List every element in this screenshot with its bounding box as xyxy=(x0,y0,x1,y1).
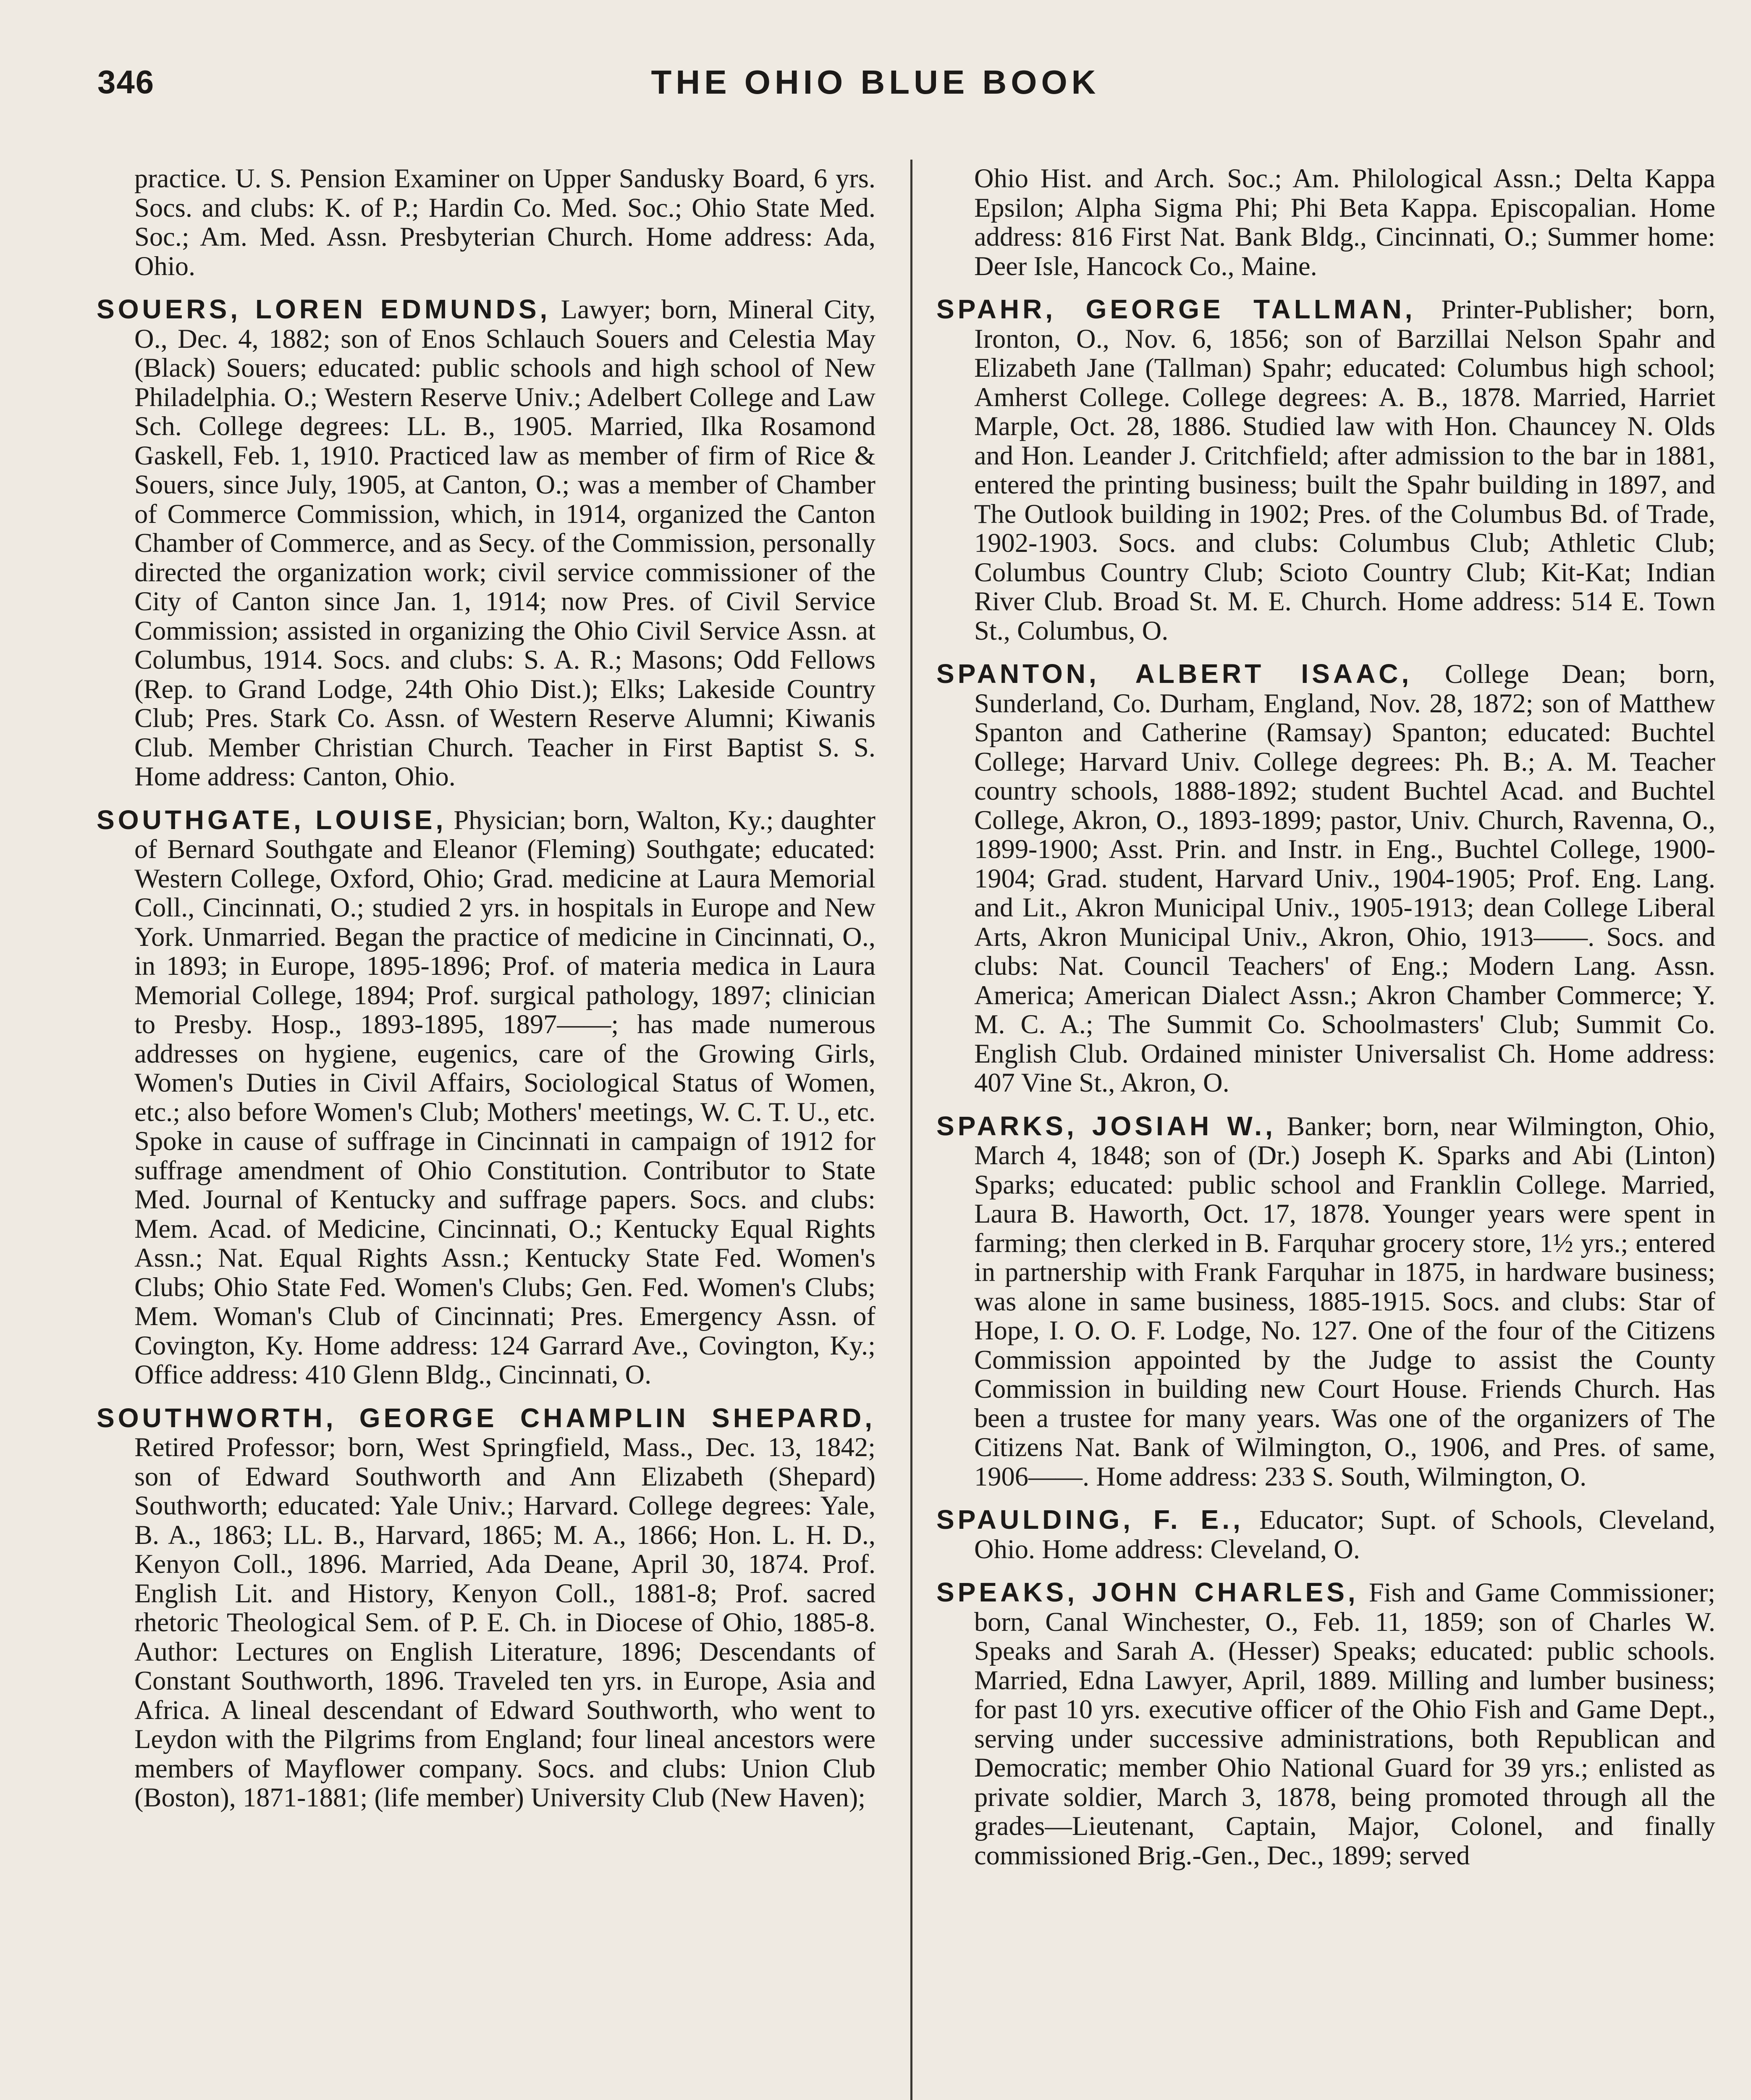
page-number: 346 xyxy=(97,63,155,100)
entry-body: Retired Professor; born, West Springfield, Mass., Dec. 13, 1842; son of Edward Southworth and Ann Elizabeth (Shepard) Southworth; educated: Yale Univ.; Harvard. College degrees: Yale, B. A., 1863; LL. B., Harvard, 1865; M. A., 1866; Hon. L. H. D., Kenyon Coll., 1896. Married, Ada Deane, April 30, 1874. Prof. English Lit. and History, Kenyon Coll., 1881-8; Prof. sacred rhetoric Theological Sem. of P. E. Ch. in Diocese of Ohio, 1885-8. Author: Lectures on English Literature, 1896; Descendants of Constant Southworth, 1896. Traveled ten yrs. in Europe, Asia and Africa. A lineal descendant of Edward Southworth, who went to Leydon with the Pilgrims from England; four lineal ancestors were members of Mayflower company. Socs. and clubs: Union Club (Boston), 1871-1881; (life member) University Club (New Haven); xyxy=(134,1432,876,1812)
entry xyxy=(97,1404,876,1812)
entry xyxy=(936,659,1715,1097)
entry xyxy=(97,806,876,1389)
entry-name: SPANTON, ALBERT ISAAC, xyxy=(936,659,1413,689)
entry-body: Fish and Game Commissioner; born, Canal Winchester, O., Feb. 11, 1859; son of Charles W. Speaks and Sarah A. (Hesser) Speaks; educated: public schools. Married, Edna Lawyer, April, 1889. Milling and lumber business; for past 10 yrs. executive officer of the Ohio Fish and Game Dept., serving under successive administrations, both Republican and Democratic; member Ohio National Guard for 39 yrs.; enlisted as private soldier, March 3, 1878, being promoted through all the grades—Lieutenant, Captain, Major, Colonel, and finally commissioned Brig.-Gen., Dec., 1899; served xyxy=(974,1578,1715,1870)
column-divider xyxy=(910,160,912,2100)
entry-body: Lawyer; born, Mineral City, O., Dec. 4, 1882; son of Enos Schlauch Souers and Celestia May (Black) Souers; educated: public schools and high school of New Philadelphia. O.; Western Reserve Univ.; Adelbert College and Law Sch. College degrees: LL. B., 1905. Married, Ilka Rosamond Gaskell, Feb. 1, 1910. Practiced law as member of firm of Rice & Souers, since July, 1905, at Canton, O.; was a member of Chamber of Commerce Commission, which, in 1914, organized the Canton Chamber of Commerce, and as Secy. of the Commission, personally directed the organization work; civil service commissioner of the City of Canton since Jan. 1, 1914; now Pres. of Civil Service Commission; assisted in organizing the Ohio Civil Service Assn. at Columbus, 1914. Socs. and clubs: S. A. R.; Masons; Odd Fellows (Rep. to Grand Lodge, 24th Ohio Dist.); Elks; Lakeside Country Club; Pres. Stark Co. Assn. of Western Reserve Alumni; Kiwanis Club. Member Christian Church. Teacher in First Baptist S. S. Home address: Canton, Ohio. xyxy=(134,294,876,791)
entry-name: SOUTHWORTH, GEORGE CHAMPLIN SHEPARD, xyxy=(97,1402,876,1433)
entry-body: College Dean; born, Sunderland, Co. Durham, England, Nov. 28, 1872; son of Matthew Spanton and Catherine (Ramsay) Spanton; educated: Buchtel College; Harvard Univ. College degrees: Ph. B.; A. M. Teacher country schools, 1888-1892; student Buchtel Acad. and Buchtel College, Akron, O., 1893-1899; pastor, Univ. Church, Ravenna, O., 1899-1900; Asst. Prin. and Instr. in Eng., Buchtel College, 1900-1904; Grad. student, Harvard Univ., 1904-1905; Prof. Eng. Lang. and Lit., Akron Municipal Univ., 1905-1913; dean College Liberal Arts, Akron Municipal Univ., Akron, Ohio, 1913——. Socs. and clubs: Nat. Council Teachers' of Eng.; Modern Lang. Assn. America; American Dialect Assn.; Akron Chamber Commerce; Y. M. C. A.; The Summit Co. Schoolmasters' Club; Summit Co. English Club. Ordained minister Universalist Ch. Home address: 407 Vine St., Akron, O. xyxy=(974,659,1716,1097)
entry-name: SPAULDING, F. E., xyxy=(936,1504,1244,1535)
entry xyxy=(936,295,1715,645)
entry xyxy=(936,164,1715,281)
entry-body: Printer-Publisher; born, Ironton, O., Nov. 6, 1856; son of Barzillai Nelson Spahr and Elizabeth Jane (Tallman) Spahr; educated: Columbus high school; Amherst College. College degrees: A. B., 1878. Married, Harriet Marple, Oct. 28, 1886. Studied law with Hon. Chauncey N. Olds and Hon. Leander J. Critchfield; after admission to the bar in 1881, entered the printing business; built the Spahr building in 1897, and The Outlook building in 1902; Pres. of the Columbus Bd. of Trade, 1902-1903. Socs. and clubs: Columbus Club; Athletic Club; Columbus Country Club; Scioto Country Club; Kit-Kat; Indian River Club. Broad St. M. E. Church. Home address: 514 E. Town St., Columbus, O. xyxy=(974,294,1716,646)
entry-body: practice. U. S. Pension Examiner on Upper Sandusky Board, 6 yrs. Socs. and clubs: K. of P.; Hardin Co. Med. Soc.; Ohio State Med. Soc.; Am. Med. Assn. Presbyterian Church. Home address: Ada, Ohio. xyxy=(134,163,876,281)
entry xyxy=(97,164,876,281)
entry xyxy=(97,295,876,791)
entry-body: Banker; born, near Wilmington, Ohio, March 4, 1848; son of (Dr.) Joseph K. Sparks and Abi (Linton) Sparks; educated: public school and Franklin College. Married, Laura B. Haworth, Oct. 17, 1878. Younger years were spent in farming; then clerked in B. Farquhar grocery store, 1½ yrs.; entered in partnership with Frank Farquhar in 1875, in hardware business; was alone in same business, 1885-1915. Socs. and clubs: Star of Hope, I. O. O. F. Lodge, No. 127. One of the four of the Citizens Commission appointed by the Judge to assist the County Commission in building new Court House. Friends Church. Has been a trustee for many years. Was one of the organizers of The Citizens Nat. Bank of Wilmington, O., 1906, and Pres. of same, 1906——. Home address: 233 S. South, Wilmington, O. xyxy=(974,1111,1716,1491)
right-column xyxy=(936,164,1715,1884)
entry xyxy=(936,1505,1715,1564)
entry-name: SPAHR, GEORGE TALLMAN, xyxy=(936,294,1416,324)
entry-body: Physician; born, Walton, Ky.; daughter of Bernard Southgate and Eleanor (Fleming) Southgate; educated: Western College, Oxford, Ohio; Grad. medicine at Laura Memorial Coll., Cincinnati, O.; studied 2 yrs. in hospitals in Europe and New York. Unmarried. Began the practice of medicine in Cincinnati, O., in 1893; in Europe, 1895-1896; Prof. of materia medica in Laura Memorial College, 1894; Prof. surgical pathology, 1897; clinician to Presby. Hosp., 1893-1895, 1897——; has made numerous addresses on hygiene, eugenics, care of the Growing Girls, Women's Duties in Civil Affairs, Sociological Status of Women, etc.; also before Women's Club; Mothers' meetings, W. C. T. U., etc. Spoke in cause of suffrage in Cincinnati in campaign of 1912 for suffrage amendment of Ohio Constitution. Contributor to State Med. Journal of Kentucky and suffrage papers. Socs. and clubs: Mem. Acad. of Medicine, Cincinnati, O.; Kentucky Equal Rights Assn.; Nat. Equal Rights Assn.; Kentucky State Fed. Women's Clubs; Ohio State Fed. Women's Clubs; Gen. Fed. Women's Clubs; Mem. Woman's Club of Cincinnati; Pres. Emergency Assn. of Covington, Ky. Home address: 124 Garrard Ave., Covington, Ky.; Office address: 410 Glenn Bldg., Cincinnati, O. xyxy=(134,805,876,1389)
left-column xyxy=(97,164,876,1827)
entry-name: SPARKS, JOSIAH W., xyxy=(936,1110,1276,1141)
entry-name: SOUTHGATE, LOUISE, xyxy=(97,804,447,835)
entry-body: Educator; Supt. of Schools, Cleveland, Ohio. Home address: Cleveland, O. xyxy=(974,1505,1716,1564)
entry-name: SPEAKS, JOHN CHARLES, xyxy=(936,1577,1359,1607)
entry-body: Ohio Hist. and Arch. Soc.; Am. Philological Assn.; Delta Kappa Epsilon; Alpha Sigma Phi; Phi Beta Kappa. Episcopalian. Home address: 816 First Nat. Bank Bldg., Cincinnati, O.; Summer home: Deer Isle, Hancock Co., Maine. xyxy=(974,163,1715,281)
entry xyxy=(936,1578,1715,1870)
running-title: THE OHIO BLUE BOOK xyxy=(651,63,1100,101)
entry xyxy=(936,1112,1715,1491)
entry-name: SOUERS, LOREN EDMUNDS, xyxy=(97,294,551,324)
